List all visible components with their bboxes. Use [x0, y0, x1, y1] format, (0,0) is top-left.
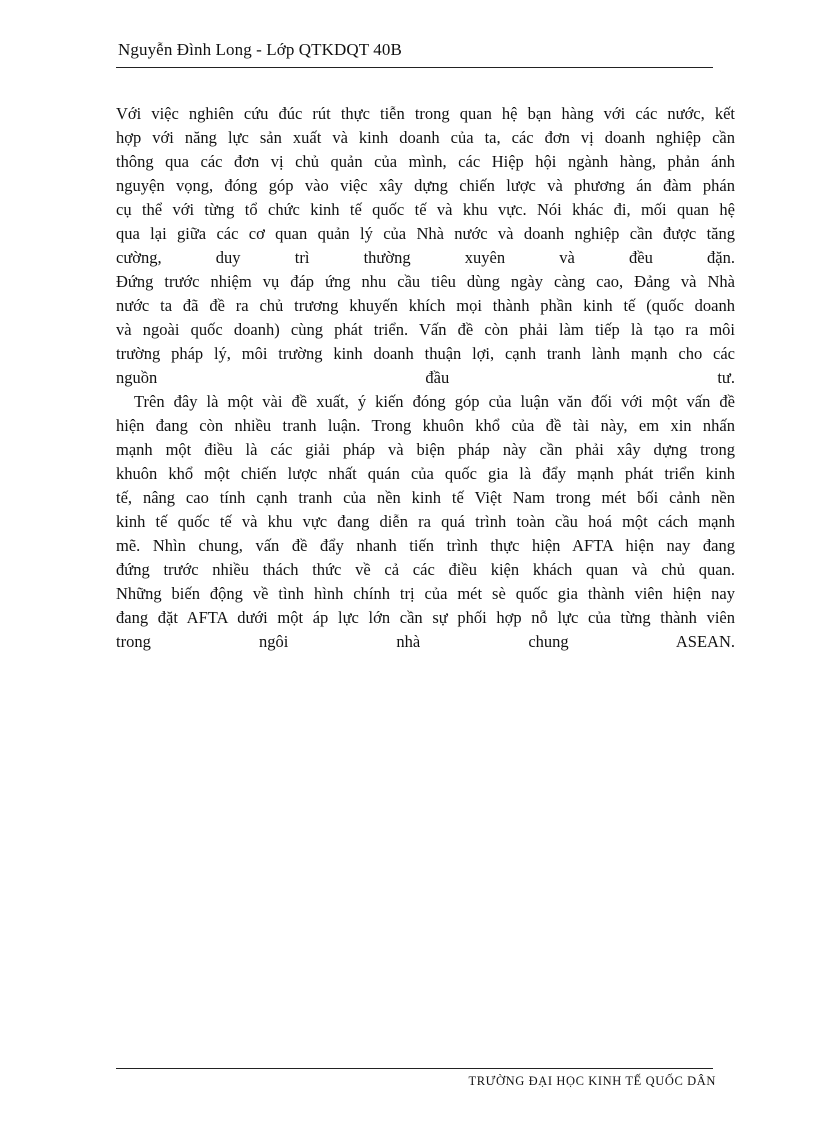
text-line: kinh tế quốc tế và khu vực đang diễn ra quá trình toàn cầu hoá một cách mạnh [116, 512, 735, 531]
text-line: hợp với năng lực sản xuất và kinh doanh của ta, các đơn vị doanh nghiệp cần [116, 128, 735, 147]
text-line: Trên đây là một vài đề xuất, ý kiến đóng góp của luận văn đối với một vấn đề [134, 392, 735, 411]
header-divider [116, 67, 713, 68]
paragraph-1 [116, 102, 735, 150]
text-line: khuôn khổ một chiến lược nhất quán của quốc gia là đẩy mạnh phát triển kinh [116, 464, 735, 483]
text-line: hiện đang còn nhiều tranh luận. Trong khuôn khổ của đề tài này, em xin nhấn [116, 416, 735, 435]
text-line: đứng trước nhiều thách thức về cả các điều kiện khách quan và chủ quan. [116, 560, 735, 579]
text-line: nguồn đầu tư. [116, 368, 735, 387]
paragraph-2 [116, 150, 735, 270]
text-line: Đứng trước nhiệm vụ đáp ứng nhu cầu tiêu dùng ngày càng cao, Đảng và Nhà [116, 272, 735, 291]
footer-divider [116, 1068, 713, 1069]
text-line: thông qua các đơn vị chủ quản của mình, các Hiệp hội ngành hàng, phản ánh [116, 152, 735, 171]
text-line: Những biến động về tình hình chính trị của mét sè quốc gia thành viên hiện nay [116, 584, 735, 603]
text-line: Với việc nghiên cứu đúc rút thực tiễn trong quan hệ bạn hàng với các nước, kết [116, 104, 735, 123]
page-header-title: Nguyễn Đình Long - Lớp QTKDQT 40B [118, 40, 402, 59]
text-line: mẽ. Nhìn chung, vấn đề đẩy nhanh tiến trình thực hiện AFTA hiện nay đang [116, 536, 735, 555]
text-line: nước ta đã đề ra chủ trương khuyến khích mọi thành phần kinh tế (quốc doanh [116, 296, 735, 315]
text-line: cụ thể với từng tổ chức kinh tế quốc tế và khu vực. Nói khác đi, mối quan hệ [116, 200, 735, 219]
text-line: nguyện vọng, đóng góp vào việc xây dựng chiến lược và phương án đàm phán [116, 176, 735, 195]
text-line: mạnh một điều là các giải pháp và biện pháp này cần phải xây dựng trong [116, 440, 735, 459]
text-line: cường, duy trì thường xuyên và đều đặn. [116, 248, 735, 267]
document-body [116, 102, 735, 654]
paragraph-4 [116, 390, 735, 654]
text-line: đang đặt AFTA dưới một áp lực lớn cần sự phối hợp nỗ lực của từng thành viên [116, 608, 735, 627]
page-footer-text: TRƯỜNG ĐẠI HỌC KINH TẾ QUỐC DÂN [468, 1074, 716, 1088]
text-line: và ngoài quốc doanh) cùng phát triển. Vấn đề còn phải làm tiếp là tạo ra môi [116, 320, 735, 339]
text-line: trường pháp lý, môi trường kinh doanh thuận lợi, cạnh tranh lành mạnh cho các [116, 344, 735, 363]
text-line: qua lại giữa các cơ quan quản lý của Nhà nước và doanh nghiệp cần được tăng [116, 224, 735, 243]
text-line: trong ngôi nhà chung ASEAN. [116, 632, 735, 651]
paragraph-3 [116, 270, 735, 390]
text-line: tế, nâng cao tính cạnh tranh của nền kinh tế Việt Nam trong mét bối cảnh nền [116, 488, 735, 507]
